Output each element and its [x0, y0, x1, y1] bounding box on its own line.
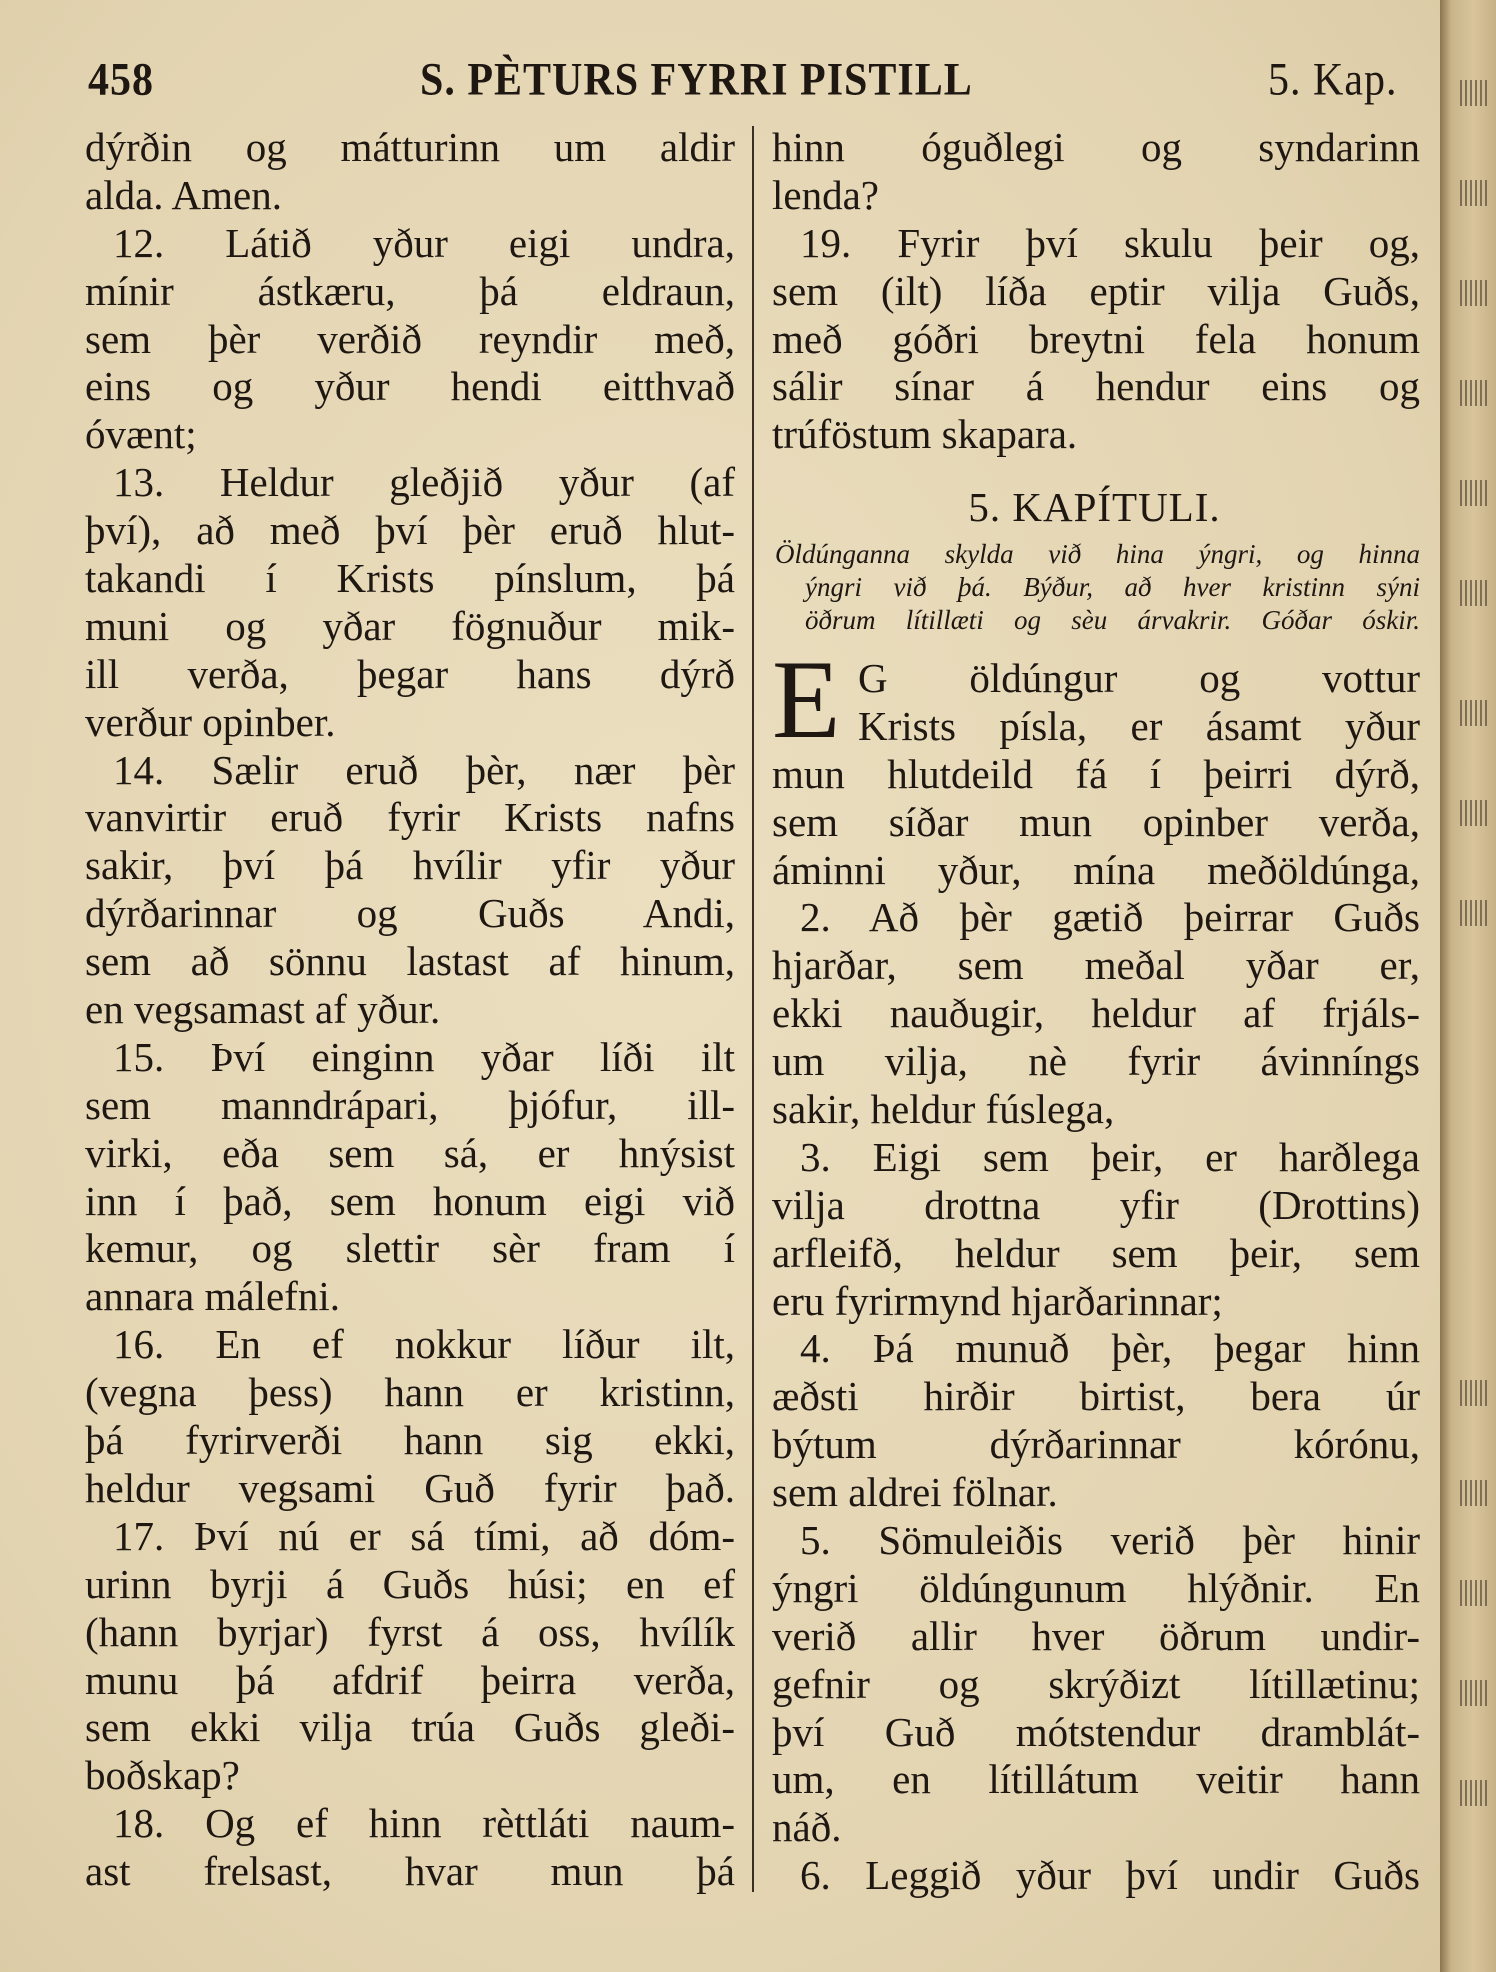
text-line: æðsti hirðir birtist, bera úr — [772, 1373, 1420, 1420]
text-line: G öldúngur og vottur — [858, 655, 1420, 701]
chapter-label: 5. Kap. — [1268, 54, 1398, 106]
text-line: hinn óguðlegi og syndarinn — [772, 124, 1420, 170]
text-line: 19. Fyrir því skulu þeir og, — [800, 219, 1420, 266]
text-line: ast frelsast, hvar mun þá — [85, 1848, 735, 1895]
text-line: virki, eða sem sá, er hnýsist — [85, 1129, 735, 1176]
left-column — [85, 124, 735, 1896]
text-line: arfleifð, heldur sem þeir, sem — [772, 1229, 1420, 1276]
text-line: sem manndrápari, þjófur, ill- — [85, 1081, 735, 1128]
text-line: 14. Sælir eruð þèr, nær þèr — [113, 746, 735, 793]
adjacent-page-edge — [1440, 0, 1496, 1972]
text-line: vilja drottna yfir (Drottins) — [772, 1181, 1420, 1228]
text-line: kemur, og slettir sèr fram í — [85, 1225, 735, 1272]
text-line: býtum dýrðarinnar kórónu, — [772, 1421, 1420, 1468]
text-line: gefnir og skrýðizt lítillætinu; — [772, 1660, 1420, 1707]
right-column-top — [772, 124, 1420, 459]
text-line: urinn byrji á Guðs húsi; en ef — [85, 1560, 735, 1607]
text-line: sem þèr verðið reyndir með, — [85, 315, 735, 362]
text-line: Krists písla, er ásamt yður — [858, 702, 1420, 749]
chapter-heading: 5. KAPÍTULI. — [968, 484, 1221, 530]
text-line: náð. — [772, 1804, 842, 1851]
text-line: 5. Sömuleiðis verið þèr hinir — [800, 1517, 1420, 1564]
text-line: sakir, heldur fúslega, — [772, 1086, 1115, 1133]
text-line: annara málefni. — [85, 1273, 340, 1320]
text-line: sakir, því þá hvílir yfir yður — [85, 842, 735, 889]
column-divider — [752, 126, 754, 1892]
text-line: sem (ilt) líða eptir vilja Guðs, — [772, 267, 1420, 314]
text-line: sem síðar mun opinber verða, — [772, 798, 1420, 845]
text-line: sem að sönnu lastast af hinum, — [85, 938, 735, 985]
summary-line: Öldúnganna skylda við hina ýngri, og hinna — [775, 539, 1420, 569]
text-line: dýrðarinnar og Guðs Andi, — [85, 890, 735, 937]
text-line: ill verða, þegar hans dýrð — [85, 650, 735, 697]
text-line: ýngri öldúngunum hlýðnir. En — [772, 1564, 1420, 1611]
text-line: um, en lítillátum veitir hann — [772, 1756, 1420, 1803]
text-line: (vegna þess) hann er kristinn, — [85, 1369, 735, 1416]
text-line: muni og yðar fögnuður mik- — [85, 602, 735, 649]
text-line: eru fyrirmynd hjarðarinnar; — [772, 1277, 1223, 1324]
running-title: S. PÈTURS FYRRI PISTILL — [420, 54, 973, 106]
drop-cap: E — [772, 638, 841, 762]
text-line: trúföstum skapara. — [772, 411, 1078, 458]
text-line: 15. Því einginn yðar líði ilt — [113, 1033, 735, 1080]
text-line: takandi í Krists pínslum, þá — [85, 555, 735, 602]
text-line: alda. Amen. — [85, 171, 282, 218]
text-line: sálir sínar á hendur eins og — [772, 363, 1420, 410]
text-line: eins og yður hendi eitthvað — [85, 363, 735, 410]
page-number: 458 — [88, 54, 154, 106]
text-line: því Guð mótstendur dramblát- — [772, 1708, 1420, 1755]
text-line: lenda? — [772, 171, 879, 218]
text-line: 12. Látið yður eigi undra, — [113, 219, 735, 266]
text-line: þá fyrirverði hann sig ekki, — [85, 1417, 735, 1464]
text-line: óvænt; — [85, 411, 197, 458]
text-line: því), að með því þèr eruð hlut- — [85, 507, 735, 554]
text-line: (hann byrjar) fyrst á oss, hvílík — [85, 1608, 735, 1655]
text-line: hjarðar, sem meðal yðar er, — [772, 942, 1420, 989]
text-line: heldur vegsami Guð fyrir það. — [85, 1464, 735, 1511]
text-line: sem aldrei fölnar. — [772, 1469, 1058, 1516]
right-column-body — [772, 655, 1420, 1900]
text-line: 17. Því nú er sá tími, að dóm- — [113, 1512, 735, 1559]
text-line: 13. Heldur gleðjið yður (af — [113, 459, 735, 506]
text-line: 3. Eigi sem þeir, er harðlega — [800, 1133, 1420, 1180]
text-line: ekki nauðugir, heldur af frjáls- — [772, 990, 1420, 1037]
text-line: með góðri breytni fela honum — [772, 315, 1420, 362]
text-line: en vegsamast af yður. — [85, 986, 441, 1033]
text-line: 18. Og ef hinn rèttláti naum- — [113, 1800, 735, 1847]
text-line: 6. Leggið yður því undir Guðs — [800, 1852, 1420, 1899]
chapter-summary — [775, 538, 1420, 637]
text-line: dýrðin og mátturinn um aldir — [85, 124, 735, 170]
text-line: 4. Þá munuð þèr, þegar hinn — [800, 1325, 1420, 1372]
text-line: áminni yður, mína meðöldúnga, — [772, 846, 1420, 893]
text-line: inn í það, sem honum eigi við — [85, 1177, 735, 1224]
text-line: mínir ástkæru, þá eldraun, — [85, 267, 735, 314]
text-line: 2. Að þèr gætið þeirrar Guðs — [800, 894, 1420, 941]
text-line: munu þá afdrif þeirra verða, — [85, 1656, 735, 1703]
summary-line: öðrum lítillæti og sèu árvakrir. Góðar óskir. — [805, 605, 1420, 635]
text-line: vanvirtir eruð fyrir Krists nafns — [85, 794, 735, 841]
text-line: verið allir hver öðrum undir- — [772, 1612, 1420, 1659]
text-line: mun hlutdeild fá í þeirri dýrð, — [772, 750, 1420, 797]
text-line: um vilja, nè fyrir ávinníngs — [772, 1038, 1420, 1085]
text-line: verður opinber. — [85, 698, 336, 745]
summary-line: ýngri við þá. Býður, að hver kristinn sýni — [805, 572, 1420, 602]
text-line: boðskap? — [85, 1752, 240, 1799]
text-line: sem ekki vilja trúa Guðs gleði- — [85, 1704, 735, 1751]
text-line: 16. En ef nokkur líður ilt, — [113, 1321, 735, 1368]
